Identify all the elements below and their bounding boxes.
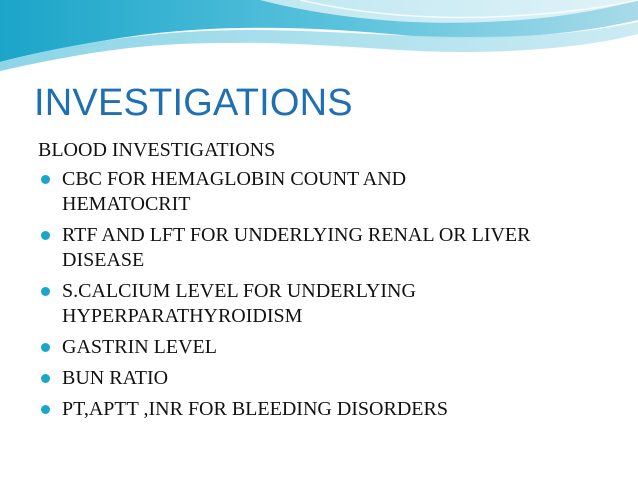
list-item [38,167,628,217]
list-item [38,366,628,391]
bullet-icon [41,175,50,184]
bullet-text: BUN RATIO [62,367,169,389]
wave-header-decoration [0,0,638,80]
list-item [38,279,628,329]
bullet-list [38,167,628,428]
slide-title: INVESTIGATIONS [34,82,353,124]
bullet-text: PT,APTT ,INR FOR BLEEDING DISORDERS [62,398,448,420]
bullet-text: HEMATOCRIT [62,193,191,215]
bullet-text: CBC FOR HEMAGLOBIN COUNT AND [62,168,407,190]
bullet-text: HYPERPARATHYROIDISM [62,305,303,327]
bullet-text: RTF AND LFT FOR UNDERLYING RENAL OR LIVER [62,224,531,246]
bullet-text: DISEASE [62,249,145,271]
bullet-icon [41,287,50,296]
bullet-icon [41,231,50,240]
bullet-text: GASTRIN LEVEL [62,336,217,358]
list-item [38,223,628,273]
bullet-icon [41,343,50,352]
list-item [38,335,628,360]
bullet-icon [41,374,50,383]
bullet-icon [41,405,50,414]
section-heading: BLOOD INVESTIGATIONS [38,139,276,161]
bullet-text: S.CALCIUM LEVEL FOR UNDERLYING [62,280,416,302]
list-item [38,397,628,422]
